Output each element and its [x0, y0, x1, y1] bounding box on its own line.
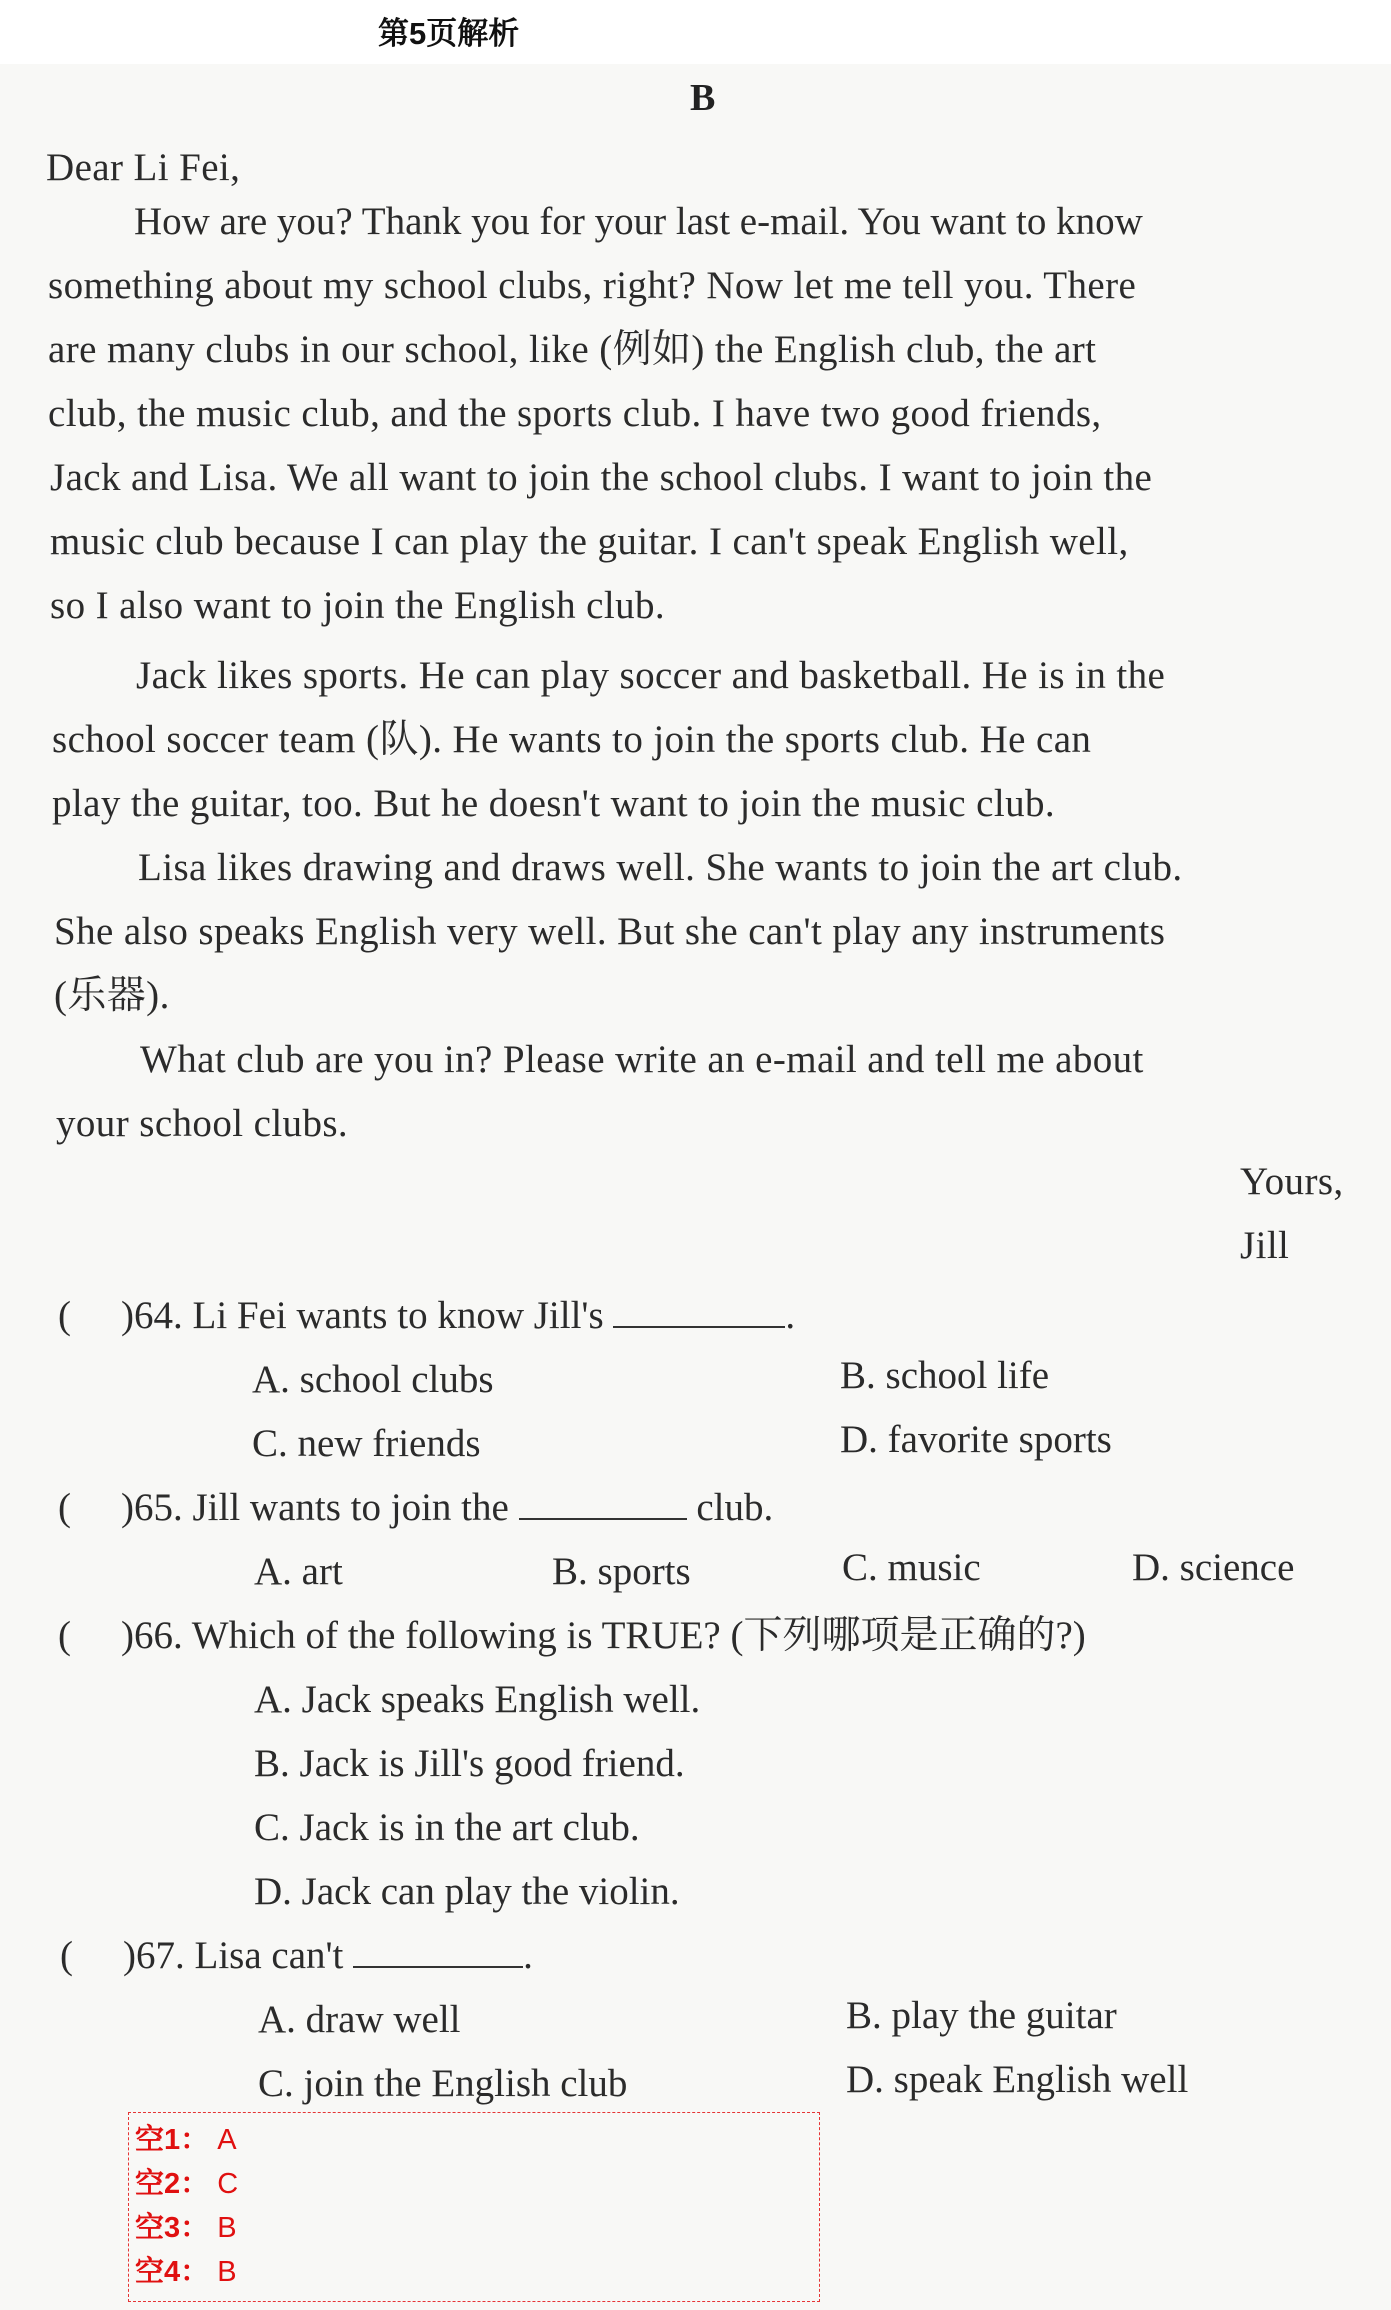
option-a: A. Jack speaks English well. — [254, 1678, 701, 1721]
answer-label: 空3： — [135, 2212, 210, 2244]
answer-paren: ( — [58, 1486, 71, 1529]
question-67 — [60, 1932, 533, 1980]
answer-paren: ( — [58, 1294, 71, 1337]
question-text: Li Fei wants to know Jill's — [192, 1294, 604, 1337]
answer-blank — [353, 1932, 523, 1968]
letter-line: your school clubs. — [56, 1102, 349, 1145]
question-64 — [58, 1292, 795, 1340]
answer-value: B — [217, 2212, 237, 2244]
question-number: )67. — [123, 1934, 185, 1977]
answer-paren: ( — [60, 1934, 73, 1977]
answer-row — [135, 2249, 237, 2290]
answer-row — [135, 2161, 238, 2202]
question-65 — [58, 1484, 773, 1532]
letter-closing: Yours, — [1240, 1160, 1344, 1203]
answer-key-box — [128, 2112, 820, 2302]
question-text-after: . — [785, 1294, 796, 1337]
answer-row — [135, 2117, 237, 2158]
question-number: )66. — [121, 1614, 183, 1657]
letter-line: school soccer team (队). He wants to join the sports club. He can — [52, 718, 1092, 761]
option-c: C. Jack is in the art club. — [254, 1806, 640, 1849]
option-c: C. music — [842, 1546, 981, 1589]
letter-line-text: How are you? Thank you for your last e-mail. You want to know — [134, 200, 1143, 243]
letter-line: Jack likes sports. He can play soccer and basketball. He is in the — [136, 654, 1166, 697]
page-header-title: 第5页解析 — [378, 16, 520, 51]
option-c: C. new friends — [252, 1422, 481, 1465]
option-b: B. play the guitar — [846, 1994, 1117, 2037]
letter-line: music club because I can play the guitar. I can't speak English well, — [50, 520, 1129, 563]
option-a: A. art — [254, 1550, 343, 1593]
option-b: B. Jack is Jill's good friend. — [254, 1742, 685, 1785]
question-text-after: . — [523, 1934, 533, 1977]
letter-line: something about my school clubs, right? Now let me tell you. There — [48, 264, 1137, 307]
option-d: D. Jack can play the violin. — [254, 1870, 680, 1913]
option-a: A. draw well — [258, 1998, 461, 2041]
question-66 — [58, 1612, 1086, 1660]
question-number: )65. — [121, 1486, 183, 1529]
answer-blank — [613, 1292, 785, 1328]
option-b: B. sports — [552, 1550, 691, 1593]
question-text-after: club. — [696, 1486, 774, 1529]
answer-row — [135, 2205, 237, 2246]
answer-label: 空4： — [135, 2256, 210, 2288]
question-number: )64. — [121, 1294, 183, 1337]
letter-line: What club are you in? Please write an e-mail and tell me about — [140, 1038, 1144, 1081]
letter-line: She also speaks English very well. But she can't play any instruments — [54, 910, 1166, 953]
letter-line: (乐器). — [54, 974, 170, 1017]
option-a: A. school clubs — [252, 1358, 494, 1401]
option-b: B. school life — [840, 1354, 1050, 1397]
letter-signature: Jill — [1240, 1224, 1290, 1267]
answer-blank — [519, 1484, 687, 1520]
letter-line: club, the music club, and the sports club. I have two good friends, — [48, 392, 1102, 435]
letter-greeting: Dear Li Fei, — [46, 146, 241, 189]
option-d: D. science — [1132, 1546, 1295, 1589]
letter-line: play the guitar, too. But he doesn't want to join the music club. — [52, 782, 1056, 825]
option-d: D. favorite sports — [840, 1418, 1112, 1461]
answer-label: 空2： — [135, 2168, 210, 2200]
question-text: Which of the following is TRUE? (下列哪项是正确的?) — [191, 1614, 1086, 1657]
letter-line: Jack and Lisa. We all want to join the school clubs. I want to join the — [50, 456, 1153, 499]
answer-value: C — [217, 2168, 239, 2200]
option-d: D. speak English well — [846, 2058, 1189, 2101]
answer-value: B — [217, 2256, 237, 2288]
question-text: Jill wants to join the — [192, 1486, 509, 1529]
letter-line: so I also want to join the English club. — [50, 584, 666, 627]
answer-paren: ( — [58, 1614, 71, 1657]
letter-line: are many clubs in our school, like (例如) the English club, the art — [48, 328, 1097, 371]
answer-value: A — [217, 2124, 237, 2156]
letter-line — [134, 198, 1364, 246]
question-text: Lisa can't — [194, 1934, 344, 1977]
section-label: B — [690, 77, 716, 119]
letter-line: Lisa likes drawing and draws well. She wants to join the art club. — [138, 846, 1183, 889]
answer-label: 空1： — [135, 2124, 210, 2156]
option-c: C. join the English club — [258, 2062, 628, 2105]
